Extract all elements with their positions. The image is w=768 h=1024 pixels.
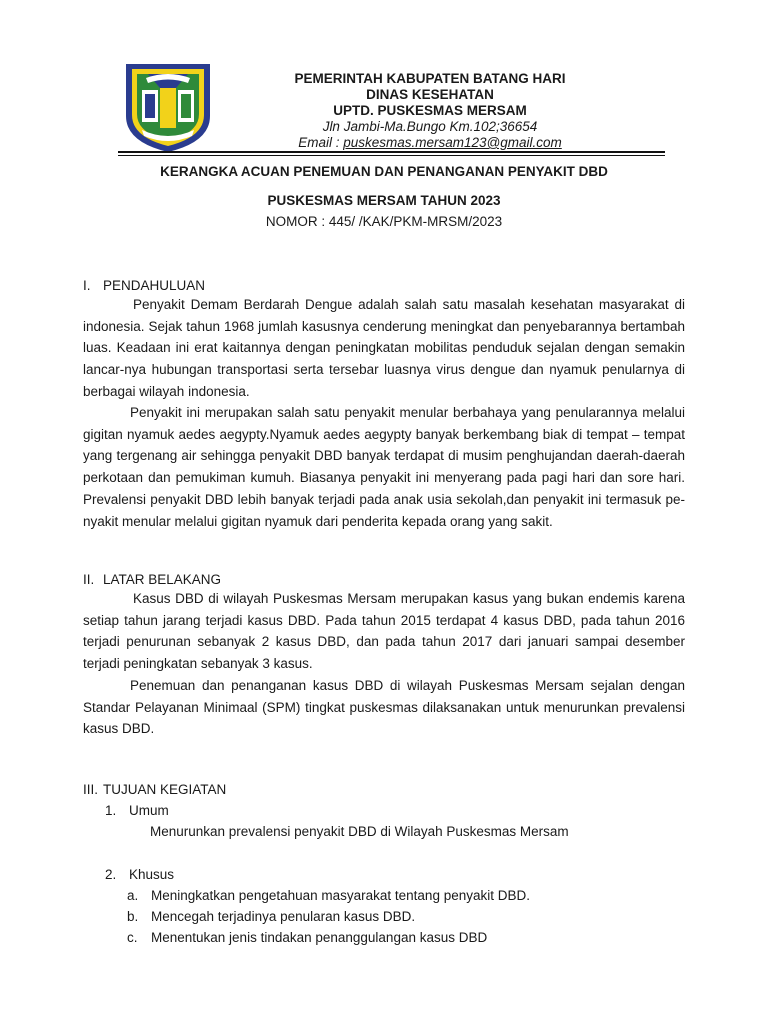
header-address: Jln Jambi-Ma.Bungo Km.102;36654 <box>322 119 538 134</box>
list-item-text: Menentukan jenis tindakan penanggulangan kasus DBD <box>151 930 488 945</box>
email-link[interactable]: puskesmas.mersam123@gmail.com <box>343 135 562 150</box>
section-heading-tujuan-kegiatan <box>83 782 226 797</box>
section-heading-pendahuluan <box>83 278 205 293</box>
document-subtitle: PUSKESMAS MERSAM TAHUN 2023 <box>267 193 501 208</box>
header-email <box>190 135 670 151</box>
document-title: KERANGKA ACUAN PENEMUAN DAN PENANGANAN PENYAKIT DBD <box>160 164 608 179</box>
list-marker: c. <box>127 930 138 945</box>
header-rule-thin <box>118 155 665 156</box>
list-marker: b. <box>127 909 139 924</box>
list-item-text: Meningkatkan pengetahuan masyarakat tentang penyakit DBD. <box>151 888 530 903</box>
section-title: LATAR BELAKANG <box>103 572 222 587</box>
header-line-2: DINAS KESEHATAN <box>366 87 494 102</box>
document-number: NOMOR : 445/ /KAK/PKM-MRSM/2023 <box>265 214 503 229</box>
list-item-label: Umum <box>129 803 169 818</box>
section-title: PENDAHULUAN <box>103 278 206 293</box>
email-label: Email : <box>298 135 344 150</box>
list-item-umum <box>105 803 169 818</box>
letterhead <box>190 71 670 151</box>
section-number: III. <box>83 782 99 797</box>
section-number: I. <box>83 278 91 293</box>
header-rule-thick <box>118 151 665 153</box>
paragraph-latar-belakang-1: Kasus DBD di wilayah Puskesmas Mersam merupakan kasus yang bukan endemis karena setiap tahun jarang terjadi kasus DBD. Pada tahun 2015 terdapat 4 kasus DBD, pada tahun 2016 terjadi penurunan sebanyak 2 kasus DBD, dan pada tahun 2017 dari januari sampai desember terjadi peningkatan sebanyak 3 kasus. <box>83 591 685 672</box>
paragraph-pendahuluan-2: Penyakit ini merupakan salah satu penyakit menular berbahaya yang penularannya melalui gigitan nyamuk aedes aegypty.Nyamuk aedes aegypty banyak berkembang biak di tempat – tempat yang tergenang air sehingga penyakit DBD banyak terdapat di musim penghujandan daerah-daerah perkotaan dan pemukiman kumuh. Biasanya penyakit ini menyerang pada pagi hari dan sore hari. Prevalensi penyakit DBD lebih banyak terjadi pada anak usia sekolah,dan penyakit ini termasuk pe-nyakit menular melalui gigitan nyamuk dari penderita kepada orang yang sakit. <box>83 405 685 529</box>
header-line-1: PEMERINTAH KABUPATEN BATANG HARI <box>294 71 566 86</box>
paragraph-latar-belakang-2: Penemuan dan penanganan kasus DBD di wilayah Puskesmas Mersam sejalan dengan Standar Pelayanan Minimaal (SPM) tingkat puskesmas dilaksanakan untuk menurunkan prevalensi kasus DBD. <box>83 678 685 737</box>
umum-description: Menurunkan prevalensi penyakit DBD di Wilayah Puskesmas Mersam <box>150 824 569 839</box>
header-line-3: UPTD. PUSKESMAS MERSAM <box>333 103 527 118</box>
paragraph-pendahuluan-1: Penyakit Demam Berdarah Dengue adalah salah satu masalah kesehatan masyarakat di indonesia. Sejak tahun 1968 jumlah kasusnya cenderung meningkat dan penyebarannya bertambah luas. Keadaan ini erat kaitannya dengan peningkatan mobilitas penduduk sejalan dengan semakin lancar-nya hubungan transportasi serta tersebar luasnya virus dengue dan nyamuk penularnya di berbagai wilayah indonesia. <box>83 297 685 399</box>
section-title: TUJUAN KEGIATAN <box>103 782 227 797</box>
list-marker: 2. <box>105 867 117 882</box>
list-marker: 1. <box>105 803 117 818</box>
section-heading-latar-belakang <box>83 572 221 587</box>
list-item <box>127 888 530 903</box>
list-item <box>127 909 415 924</box>
list-marker: a. <box>127 888 139 903</box>
list-item-khusus <box>105 867 174 882</box>
list-item-label: Khusus <box>129 867 175 882</box>
list-item-text: Mencegah terjadinya penularan kasus DBD. <box>151 909 416 924</box>
section-number: II. <box>83 572 95 587</box>
list-item <box>127 930 487 945</box>
